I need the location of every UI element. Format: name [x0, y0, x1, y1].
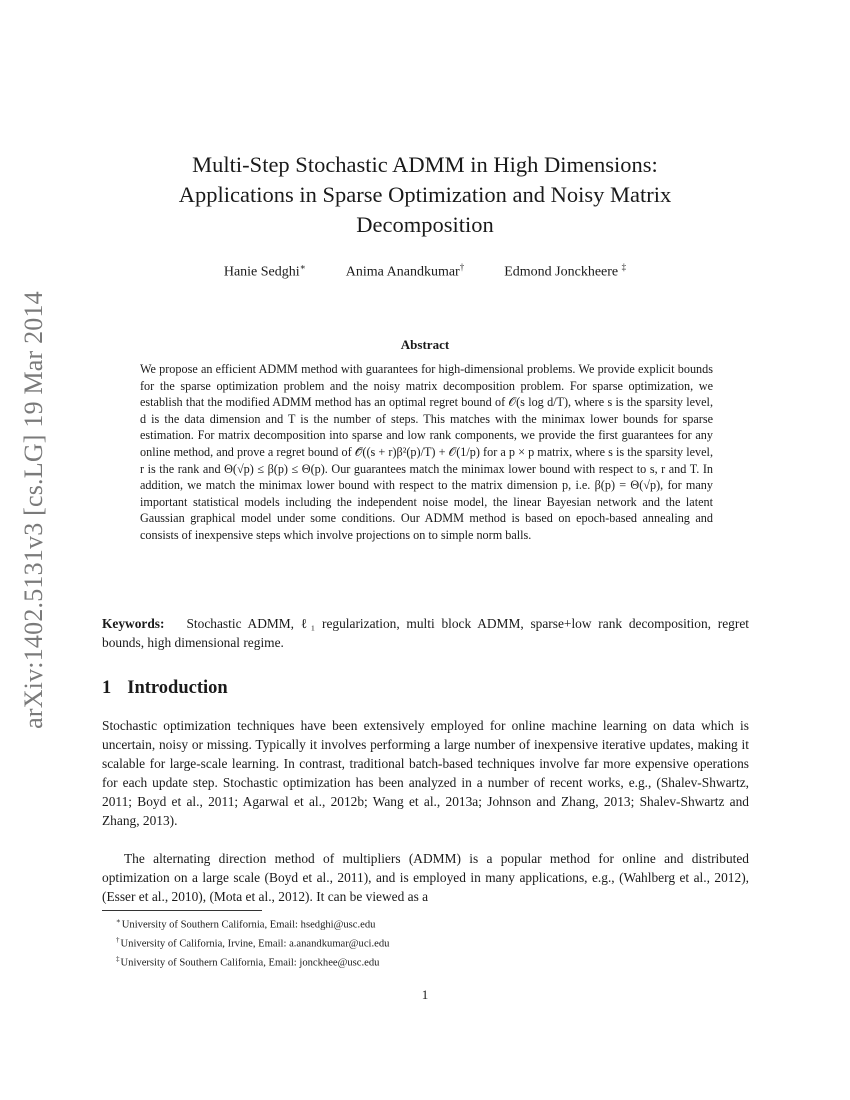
author: Edmond Jonckheere ‡ [504, 262, 627, 280]
arxiv-identifier: arXiv:1402.5131v3 [cs.LG] 19 Mar 2014 [19, 291, 48, 729]
section-title: Introduction [127, 678, 228, 698]
abstract-heading: Abstract [400, 337, 450, 352]
keywords [102, 614, 749, 652]
section-heading [102, 678, 228, 699]
page-number: 1 [421, 987, 429, 1002]
footnote: ‡University of Southern California, Email: jonckhee@usc.edu [116, 955, 380, 969]
title-line-2: Applications in Sparse Optimization and Noisy Matrix [178, 182, 672, 207]
keywords-text: Stochastic ADMM, ℓ₁ regularization, multi block ADMM, sparse+low rank decomposition, regret bounds, high dimensional regime. [102, 616, 749, 650]
title-line-1: Multi-Step Stochastic ADMM in High Dimensions: [192, 152, 658, 177]
keywords-label: Keywords: [102, 616, 165, 631]
footnote-rule [102, 910, 262, 911]
section-number: 1 [102, 678, 112, 698]
author-list [120, 262, 730, 281]
arxiv-sidebar [14, 270, 54, 750]
intro-paragraph-2: The alternating direction method of multipliers (ADMM) is a popular method for online and distributed optimization on a large scale (Boyd et al., 2011), and is employed in many applications, e.g., (Wahlberg et al., 2012), (Esser et al., 2010), (Mota et al., 2012). It can be viewed as a [102, 851, 749, 904]
author: Anima Anandkumar† [345, 262, 465, 280]
abstract-text: We propose an efficient ADMM method with guarantees for high-dimensional problems. We provide explicit bounds for the sparse optimization problem and the noisy matrix decomposition problem. For sparse optimization, we establish that the modified ADMM method has an optimal regret bound of 𝒪(s log d/T), where s is the sparsity level, d is the data dimension and T is the number of steps. This matches with the minimax lower bounds for sparse estimation. For matrix decomposition into sparse and low rank components, we provide the first guarantees for any online method, and prove a regret bound of 𝒪̃((s + r)β²(p)/T) + 𝒪(1/p) for a p × p matrix, where s is the sparsity level, r is the rank and Θ(√p) ≤ β(p) ≤ Θ(p). Our guarantees match the minimax lower bound with respect to s, r and T. In addition, we match the minimax lower bound with respect to the matrix dimension p, i.e. β(p) = Θ(√p), for many important statistical models including the independent noise model, the linear Bayesian network and the latent Gaussian graphical model under some conditions. Our ADMM method is based on epoch-based annealing and consists of inexpensive steps which involve projections on to simple norm balls. [140, 362, 713, 542]
footnote: †University of California, Irvine, Email: a.anandkumar@uci.edu [116, 936, 390, 950]
intro-paragraph-1: Stochastic optimization techniques have been extensively employed for online machine learning on data which is uncertain, noisy or missing. Typically it involves performing a large number of inexpensive iterative updates, making it scalable for large-scale learning. In contrast, traditional batch-based techniques involve far more expensive operations for each update step. Stochastic optimization has been analyzed in a number of recent works, e.g., (Shalev-Shwartz, 2011; Boyd et al., 2011; Agarwal et al., 2012b; Wang et al., 2013a; Johnson and Zhang, 2013; Shalev-Shwartz and Zhang, 2013). [102, 718, 749, 828]
paper-title [120, 150, 730, 240]
footnotes [116, 914, 389, 971]
footnote: ∗University of Southern California, Email: hsedghi@usc.edu [116, 917, 376, 931]
author: Hanie Sedghi∗ [223, 262, 306, 280]
title-line-3: Decomposition [356, 212, 494, 237]
